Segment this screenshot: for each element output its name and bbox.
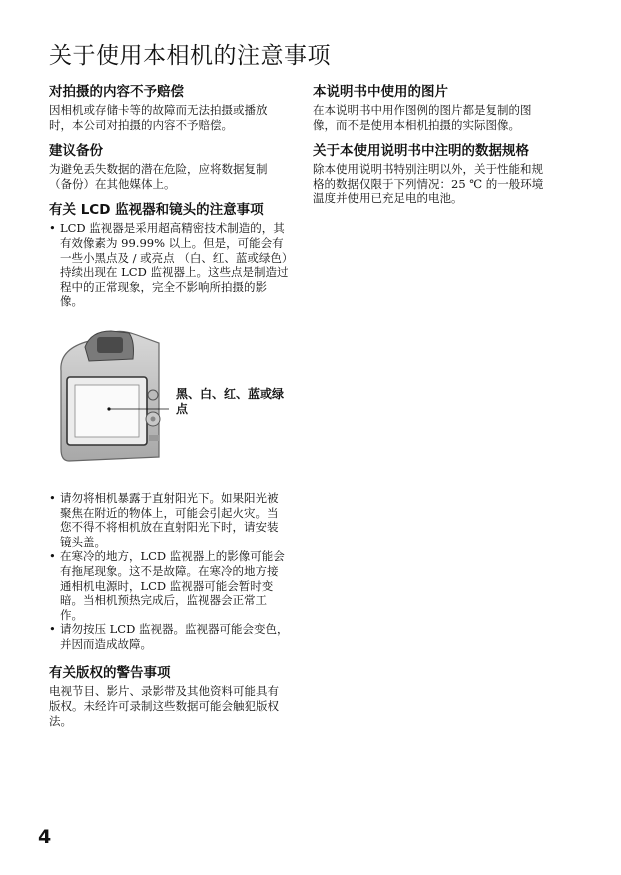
page-number: 4 bbox=[38, 826, 52, 848]
section-heading: 有关 LCD 监视器和镜头的注意事项 bbox=[49, 202, 264, 219]
section-backup bbox=[49, 143, 289, 191]
section-text: 为避免丢失数据的潜在危险，应将数据复制 （备份）在其他媒体上。 bbox=[49, 162, 268, 191]
list-item: • 请勿将相机暴露于直射阳光下。如果阳光被聚焦在附近的物体上，可能会引起火灾。当您不得不将相机放在直射阳光下时，请安装镜头盖。 bbox=[49, 491, 289, 549]
section-copyright bbox=[49, 665, 289, 728]
section-text: 除本使用说明书特别注明以外，关于性能和规格的数据仅限于下列情况：25 ℃ 的一般环境温度并使用已充足电的电池。 bbox=[313, 162, 544, 206]
section-no-compensation bbox=[49, 84, 289, 132]
list-item: • 在寒冷的地方，LCD 监视器上的影像可能会有拖尾现象。这不是故障。在寒冷的地方接通相机电源时，LCD 监视器可能会暂时变暗。当相机预热完成后，监视器会正常工作。 bbox=[49, 549, 289, 622]
right-column bbox=[313, 84, 553, 217]
section-text: 电视节目、影片、录影带及其他资料可能具有版权。未经许可录制这些数据可能会触犯版权法。 bbox=[49, 684, 279, 728]
section-text: 在本说明书中用作图例的图片都是复制的图像，而不是使用本相机拍摄的实际图像。 bbox=[313, 103, 532, 132]
list-item: • LCD 监视器是采用超高精密技术制造的，其有效像素为 99.99% 以上。但是，可能会有一些小黑点及 / 或亮点 （白、红、蓝或绿色）持续出现在 LCD 监视器上。这些点是制造过程中的正常现象，完全不影响所拍摄的影像。 bbox=[49, 221, 289, 309]
list-item: • 请勿按压 LCD 监视器。监视器可能会变色，并因而造成故障。 bbox=[49, 622, 289, 651]
section-pictures bbox=[313, 84, 553, 132]
section-heading: 对拍摄的内容不予赔偿 bbox=[49, 84, 184, 100]
bullet-list bbox=[49, 221, 289, 309]
lcd-dot-illustration bbox=[49, 329, 289, 479]
section-heading: 本说明书中使用的图片 bbox=[313, 84, 448, 100]
section-heading: 有关版权的警告事项 bbox=[49, 665, 171, 682]
section-lcd bbox=[49, 202, 289, 651]
section-heading: 建议备份 bbox=[49, 143, 103, 160]
section-text: 因相机或存储卡等的故障而无法拍摄或播放时，本公司对拍摄的内容不予赔偿。 bbox=[49, 103, 268, 132]
left-column bbox=[49, 84, 289, 739]
bullet-list bbox=[49, 491, 289, 652]
camera-back-illustration bbox=[49, 329, 169, 479]
section-specs bbox=[313, 143, 553, 206]
section-heading: 关于本使用说明书中注明的数据规格 bbox=[313, 143, 529, 160]
figure-callout: 黑、白、红、蓝或绿点 bbox=[176, 386, 285, 416]
page-title: 关于使用本相机的注意事项 bbox=[49, 43, 331, 69]
